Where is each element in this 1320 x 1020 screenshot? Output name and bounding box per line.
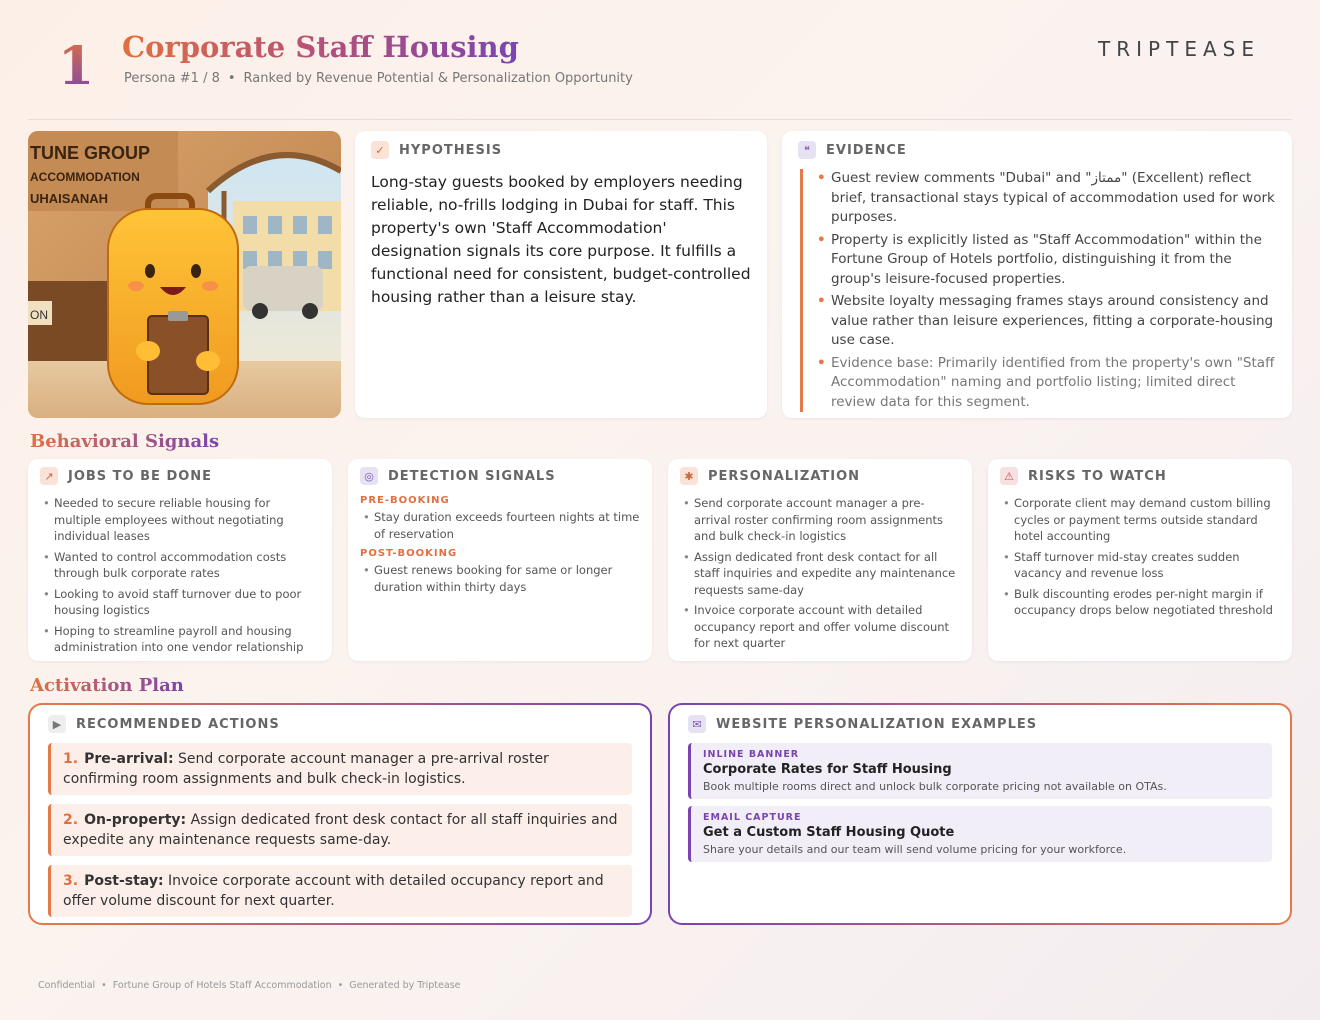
list-item: • Invoice corporate account with detailed occupancy report and offer volume discount for next quarter [680, 602, 960, 652]
action-item: 2. On-property: Assign dedicated front desk contact for all staff inquiries and expedite any maintenance requests same-day. [48, 804, 632, 856]
counter-text: ON [30, 308, 48, 322]
detection-header [360, 467, 640, 485]
post-booking-label: POST-BOOKING [360, 548, 458, 559]
personalization-list [680, 495, 960, 652]
list-item: • Corporate client may demand custom billing cycles or payment terms outside standard hotel accounting [1000, 495, 1280, 545]
evidence-base-note: • Evidence base: Primarily identified from the property's own "Staff Accommodation" naming and portfolio listing; limited direct review data for this segment. [817, 354, 1276, 413]
sign-line-1: TUNE GROUP [30, 143, 151, 163]
play-icon: ▶ [48, 715, 66, 733]
actions-label: RECOMMENDED ACTIONS [76, 716, 280, 732]
action-item: 3. Post-stay: Invoice corporate account with detailed occupancy report and offer volume discount for next quarter. [48, 865, 632, 917]
warning-icon: ⚠ [1000, 467, 1018, 485]
evidence-card [782, 131, 1292, 418]
list-item: • Bulk discounting erodes per-night margin if occupancy drops below negotiated threshold [1000, 586, 1280, 619]
detection-card [348, 459, 652, 661]
personalization-label: PERSONALIZATION [708, 468, 861, 484]
behavioral-signals-title: Behavioral Signals [30, 431, 220, 452]
mail-icon: ✉ [688, 715, 706, 733]
evidence-list [800, 169, 1276, 412]
examples-header [688, 715, 1272, 733]
jobs-label: JOBS TO BE DONE [68, 468, 213, 484]
evidence-item: • Website loyalty messaging frames stays around consistency and value rather than leisure experiences, fitting a corporate-housing use case. [817, 292, 1276, 351]
hypothesis-card [355, 131, 767, 418]
risks-list [1000, 495, 1280, 619]
list-item: • Staff turnover mid-stay creates sudden vacancy and revenue loss [1000, 549, 1280, 582]
evidence-item: • Property is explicitly listed as "Staff Accommodation" within the Fortune Group of Hotels portfolio, distinguishing it from the group's leisure-focused properties. [817, 231, 1276, 290]
evidence-label: EVIDENCE [826, 142, 907, 158]
check-icon: ✓ [371, 141, 389, 159]
pre-booking-list [360, 509, 640, 542]
ranking-text: Ranked by Revenue Potential & Personalization Opportunity [243, 71, 633, 86]
activation-plan-title: Activation Plan [30, 675, 184, 696]
jobs-card [28, 459, 332, 661]
list-item: • Assign dedicated front desk contact for all staff inquiries and expedite any maintenance requests same-day [680, 549, 960, 599]
pre-booking-label: PRE-BOOKING [360, 495, 450, 506]
risks-header [1000, 467, 1280, 485]
list-item: • Guest renews booking for same or longer duration within thirty days [360, 562, 640, 595]
persona-index: Persona #1 / 8 [124, 71, 220, 86]
hypothesis-header [371, 141, 751, 159]
list-item: • Looking to avoid staff turnover due to poor housing logistics [40, 586, 320, 619]
detection-label: DETECTION SIGNALS [388, 468, 556, 484]
page-footer: Confidential • Fortune Group of Hotels Staff Accommodation • Generated by Triptease [38, 980, 461, 991]
personalization-header [680, 467, 960, 485]
list-item: • Hoping to streamline payroll and housing administration into one vendor relationship [40, 623, 320, 656]
jobs-header [40, 467, 320, 485]
hypothesis-label: HYPOTHESIS [399, 142, 503, 158]
sign-line-2: ACCOMMODATION [30, 170, 140, 184]
arrow-up-right-icon: ↗ [40, 467, 58, 485]
subtitle-separator: • [227, 71, 236, 86]
quote-icon: ❝ [798, 141, 816, 159]
website-examples-card [668, 703, 1292, 925]
persona-number: 1 [58, 36, 95, 97]
risks-label: RISKS TO WATCH [1028, 468, 1167, 484]
list-item: • Wanted to control accommodation costs through bulk corporate rates [40, 549, 320, 582]
page-title: Corporate Staff Housing [122, 30, 519, 64]
actions-header [48, 715, 632, 733]
list-item: • Needed to secure reliable housing for multiple employees without negotiating individual leases [40, 495, 320, 545]
examples-label: WEBSITE PERSONALIZATION EXAMPLES [716, 716, 1038, 732]
action-item: 1. Pre-arrival: Send corporate account manager a pre-arrival roster confirming room assignments and bulk check-in logistics. [48, 743, 632, 795]
example-item: INLINE BANNER Corporate Rates for Staff Housing Book multiple rooms direct and unlock bulk corporate pricing not available on OTAs. [688, 743, 1272, 799]
asterisk-icon: ✱ [680, 467, 698, 485]
evidence-item: • Guest review comments "Dubai" and "ممتاز" (Excellent) reflect brief, transactional stays typical of accommodation used for work purposes. [817, 169, 1276, 228]
hypothesis-text: Long-stay guests booked by employers needing reliable, no-frills lodging in Dubai for staff. This property's own 'Staff Accommodation' designation signals its core purpose. It fulfills a functional need for consistent, budget-controlled housing rather than a leisure stay. [371, 173, 751, 306]
recommended-actions-card [28, 703, 652, 925]
list-item: • Send corporate account manager a pre-arrival roster confirming room assignments and bulk check-in logistics [680, 495, 960, 545]
risks-card [988, 459, 1292, 661]
evidence-header [798, 141, 1276, 159]
target-icon: ◎ [360, 467, 378, 485]
personalization-card [668, 459, 972, 661]
example-item: EMAIL CAPTURE Get a Custom Staff Housing Quote Share your details and our team will send volume pricing for your workforce. [688, 806, 1272, 862]
jobs-list [40, 495, 320, 656]
page-header [28, 28, 1292, 120]
list-item: • Stay duration exceeds fourteen nights at time of reservation [360, 509, 640, 542]
brand-logo: TRIPTEASE [1098, 37, 1260, 61]
persona-illustration [28, 131, 341, 418]
post-booking-list [360, 562, 640, 595]
page-subtitle [124, 71, 633, 86]
sign-line-3: UHAISANAH [30, 191, 108, 206]
